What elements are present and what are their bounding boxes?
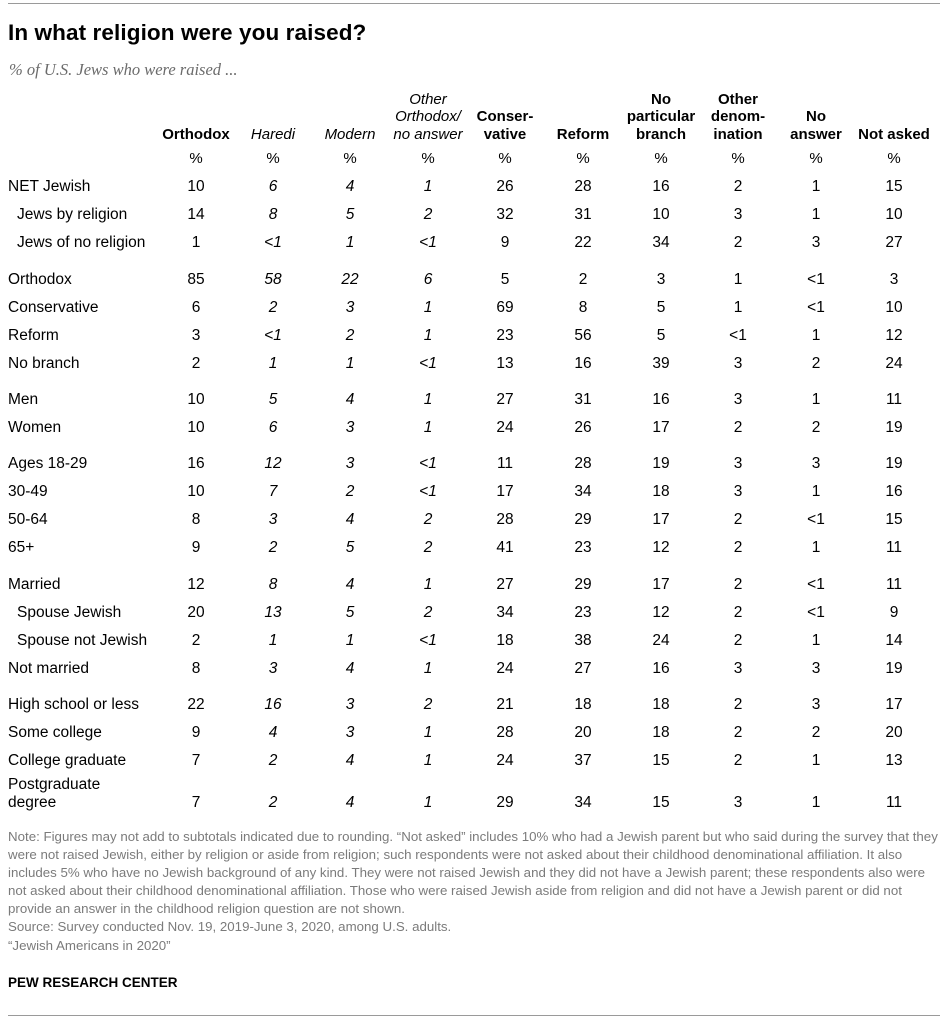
- table-cell: <1: [419, 632, 437, 649]
- table-cell: 1: [811, 483, 821, 500]
- row-label: Married: [8, 576, 61, 593]
- table-cell: 27: [496, 576, 514, 593]
- table-cell: 37: [574, 752, 592, 769]
- table-cell: <1: [807, 511, 825, 528]
- table-cell: 56: [574, 327, 592, 344]
- table-cell: 15: [652, 794, 670, 811]
- table-cell: 2: [423, 696, 433, 713]
- table-cell: 22: [341, 271, 359, 288]
- table-cell: 3: [733, 455, 743, 472]
- table-cell: 1: [423, 794, 433, 811]
- table-cell: 2: [733, 511, 743, 528]
- table-cell: 18: [652, 483, 670, 500]
- table-cell: 7: [268, 483, 278, 500]
- row-label: No branch: [8, 355, 80, 372]
- table-cell: 23: [574, 604, 592, 621]
- table-cell: 11: [496, 455, 514, 472]
- table-cell: 31: [574, 206, 592, 223]
- table-cell: 12: [652, 539, 670, 556]
- table-cell: 41: [496, 539, 514, 556]
- table-cell: 4: [345, 752, 355, 769]
- row-label: Not married: [8, 660, 89, 677]
- table-cell: 17: [885, 696, 903, 713]
- table-cell: 1: [423, 327, 433, 344]
- table-cell: <1: [807, 271, 825, 288]
- table-cell: 3: [345, 724, 355, 741]
- table-cell: 2: [268, 752, 278, 769]
- table-cell: 24: [652, 632, 670, 649]
- table-cell: 18: [496, 632, 514, 649]
- row-label: Spouse Jewish: [17, 604, 122, 621]
- column-header: Other denom- ination: [710, 90, 766, 143]
- row-label: Postgraduate degree: [8, 776, 101, 811]
- table-cell: 1: [423, 660, 433, 677]
- table-cell: 32: [496, 206, 514, 223]
- row-label: Men: [8, 391, 39, 408]
- percent-unit-label: %: [498, 150, 512, 167]
- table-cell: 6: [191, 299, 201, 316]
- table-cell: 22: [574, 234, 592, 251]
- table-cell: 11: [885, 794, 903, 811]
- table-cell: 1: [811, 539, 821, 556]
- table-cell: 3: [733, 206, 743, 223]
- table-cell: 10: [187, 483, 205, 500]
- row-label: College graduate: [8, 752, 127, 769]
- row-label: High school or less: [8, 696, 139, 713]
- table-cell: 2: [733, 724, 743, 741]
- table-cell: 1: [345, 632, 355, 649]
- table-cell: 20: [574, 724, 592, 741]
- table-cell: 12: [885, 327, 903, 344]
- table-cell: 3: [889, 271, 899, 288]
- table-cell: 1: [423, 419, 433, 436]
- row-label: 65+: [8, 539, 35, 556]
- table-cell: 16: [652, 178, 670, 195]
- table-cell: 3: [268, 511, 278, 528]
- table-cell: 4: [345, 511, 355, 528]
- table-cell: 8: [191, 511, 201, 528]
- report-title: “Jewish Americans in 2020”: [8, 937, 171, 953]
- table-cell: 16: [187, 455, 205, 472]
- table-cell: <1: [807, 576, 825, 593]
- table-cell: 1: [423, 299, 433, 316]
- table-cell: 38: [574, 632, 592, 649]
- table-cell: 2: [268, 539, 278, 556]
- table-cell: 3: [733, 355, 743, 372]
- table-cell: 15: [885, 178, 903, 195]
- table-cell: 5: [500, 271, 510, 288]
- table-cell: 2: [423, 539, 433, 556]
- top-rule: [8, 3, 940, 4]
- table-cell: 10: [885, 206, 903, 223]
- table-cell: 2: [268, 299, 278, 316]
- table-cell: 3: [811, 234, 821, 251]
- table-cell: 2: [191, 355, 201, 372]
- table-cell: 10: [187, 419, 205, 436]
- table-cell: 17: [496, 483, 514, 500]
- column-header: Modern: [324, 125, 376, 143]
- table-cell: 3: [733, 391, 743, 408]
- table-cell: 1: [423, 391, 433, 408]
- table-cell: 4: [345, 576, 355, 593]
- table-cell: <1: [729, 327, 747, 344]
- table-cell: 3: [733, 483, 743, 500]
- table-cell: 1: [811, 391, 821, 408]
- percent-unit-label: %: [189, 150, 203, 167]
- percent-unit-label: %: [266, 150, 280, 167]
- table-cell: 13: [264, 604, 282, 621]
- table-cell: 20: [885, 724, 903, 741]
- table-cell: 8: [268, 576, 278, 593]
- table-cell: 34: [652, 234, 670, 251]
- table-cell: 28: [496, 511, 514, 528]
- table-cell: 21: [496, 696, 514, 713]
- table-cell: 23: [496, 327, 514, 344]
- table-cell: 27: [885, 234, 903, 251]
- row-label: 30-49: [8, 483, 48, 500]
- table-cell: <1: [264, 327, 282, 344]
- table-cell: 9: [889, 604, 899, 621]
- table-cell: 2: [811, 355, 821, 372]
- column-header: Not asked: [858, 125, 930, 143]
- table-cell: 6: [268, 419, 278, 436]
- table-cell: 23: [574, 539, 592, 556]
- table-cell: 10: [187, 391, 205, 408]
- table-cell: 58: [264, 271, 282, 288]
- row-label: Spouse not Jewish: [17, 632, 148, 649]
- row-label: Jews by religion: [17, 206, 128, 223]
- table-cell: 5: [656, 299, 666, 316]
- table-cell: 39: [652, 355, 670, 372]
- table-cell: 18: [574, 696, 592, 713]
- row-label: Conservative: [8, 299, 99, 316]
- table-cell: 2: [733, 696, 743, 713]
- table-cell: 1: [811, 206, 821, 223]
- table-cell: 24: [885, 355, 903, 372]
- table-cell: 19: [652, 455, 670, 472]
- table-cell: <1: [807, 299, 825, 316]
- table-cell: 2: [191, 632, 201, 649]
- table-cell: 2: [423, 604, 433, 621]
- table-cell: 2: [423, 206, 433, 223]
- row-label: Reform: [8, 327, 59, 344]
- table-cell: <1: [807, 604, 825, 621]
- bottom-rule: [8, 1015, 940, 1016]
- table-cell: 16: [574, 355, 592, 372]
- table-cell: 24: [496, 660, 514, 677]
- table-cell: 4: [345, 660, 355, 677]
- table-cell: 20: [187, 604, 205, 621]
- table-cell: 12: [187, 576, 205, 593]
- table-cell: 29: [574, 511, 592, 528]
- table-cell: 16: [885, 483, 903, 500]
- table-cell: 8: [268, 206, 278, 223]
- column-header: Conser- vative: [476, 108, 534, 143]
- table-cell: 7: [191, 752, 201, 769]
- table-cell: 8: [578, 299, 588, 316]
- table-cell: 9: [500, 234, 510, 251]
- table-cell: 24: [496, 752, 514, 769]
- table-cell: 27: [574, 660, 592, 677]
- column-header: Reform: [556, 125, 610, 143]
- table-cell: 9: [191, 539, 201, 556]
- table-cell: 4: [345, 178, 355, 195]
- table-cell: 1: [423, 724, 433, 741]
- table-cell: 10: [187, 178, 205, 195]
- table-cell: 6: [268, 178, 278, 195]
- percent-unit-label: %: [576, 150, 590, 167]
- table-cell: 5: [268, 391, 278, 408]
- table-cell: 1: [811, 327, 821, 344]
- table-cell: 2: [733, 604, 743, 621]
- table-cell: 2: [733, 178, 743, 195]
- percent-unit-label: %: [343, 150, 357, 167]
- table-cell: 17: [652, 576, 670, 593]
- table-cell: 2: [733, 419, 743, 436]
- pew-credit: PEW RESEARCH CENTER: [8, 975, 178, 990]
- table-cell: 3: [811, 455, 821, 472]
- table-cell: 29: [496, 794, 514, 811]
- table-cell: 2: [733, 632, 743, 649]
- table-cell: 1: [811, 794, 821, 811]
- table-cell: 18: [652, 724, 670, 741]
- table-cell: 3: [345, 299, 355, 316]
- table-cell: 11: [885, 539, 903, 556]
- table-cell: 3: [345, 455, 355, 472]
- table-cell: 34: [574, 794, 592, 811]
- column-header: Other Orthodox/ no answer: [393, 90, 463, 143]
- table-cell: 2: [423, 511, 433, 528]
- table-cell: 1: [191, 234, 201, 251]
- table-cell: 14: [187, 206, 205, 223]
- table-cell: 2: [811, 419, 821, 436]
- table-cell: 28: [496, 724, 514, 741]
- table-cell: 1: [811, 632, 821, 649]
- table-cell: 27: [496, 391, 514, 408]
- table-cell: 2: [733, 234, 743, 251]
- table-cell: 5: [345, 604, 355, 621]
- table-cell: 3: [345, 419, 355, 436]
- percent-unit-label: %: [809, 150, 823, 167]
- table-cell: 2: [345, 327, 355, 344]
- table-cell: 11: [885, 576, 903, 593]
- table-cell: 14: [885, 632, 903, 649]
- table-cell: 15: [652, 752, 670, 769]
- table-cell: 10: [885, 299, 903, 316]
- table-cell: <1: [419, 455, 437, 472]
- table-cell: 1: [423, 752, 433, 769]
- row-label: Some college: [8, 724, 102, 741]
- table-cell: 12: [264, 455, 282, 472]
- table-cell: 22: [187, 696, 205, 713]
- column-header: No answer: [790, 108, 842, 143]
- table-cell: 26: [574, 419, 592, 436]
- table-cell: 3: [733, 794, 743, 811]
- table-cell: 3: [191, 327, 201, 344]
- table-cell: 31: [574, 391, 592, 408]
- table-cell: 1: [268, 355, 278, 372]
- table-cell: 10: [652, 206, 670, 223]
- table-cell: 19: [885, 419, 903, 436]
- table-cell: 4: [268, 724, 278, 741]
- table-cell: 2: [578, 271, 588, 288]
- table-cell: 16: [652, 660, 670, 677]
- column-header: Orthodox: [162, 125, 230, 143]
- table-cell: 1: [423, 178, 433, 195]
- note-text: Note: Figures may not add to subtotals indicated due to rounding. “Not asked” includes 10% who had a Jewish parent but who said during the survey that they were not raised Jewish, either by religion or aside from religion; such respondents were not asked about their childhood denominational affiliation. It also includes 5% who have no Jewish background of any kind. They were not raised Jewish and they did not have a Jewish parent; these respondents also were not asked about their childhood denominational affiliation. Those who were raised Jewish aside from religion and did not have a Jewish parent or did not provide an answer in the childhood religion question are not shown.: [8, 829, 938, 917]
- table-cell: 28: [574, 178, 592, 195]
- row-label: NET Jewish: [8, 178, 91, 195]
- table-cell: 1: [733, 299, 743, 316]
- percent-unit-label: %: [731, 150, 745, 167]
- row-label: Orthodox: [8, 271, 72, 288]
- table-cell: 34: [496, 604, 514, 621]
- table-cell: 7: [191, 794, 201, 811]
- table-cell: 2: [733, 576, 743, 593]
- footnote: [8, 828, 938, 955]
- row-label: Ages 18-29: [8, 455, 88, 472]
- table-cell: 12: [652, 604, 670, 621]
- table-cell: 16: [264, 696, 282, 713]
- table-cell: 4: [345, 794, 355, 811]
- table-cell: 4: [345, 391, 355, 408]
- table-cell: 2: [733, 539, 743, 556]
- table-cell: 19: [885, 660, 903, 677]
- table-cell: 5: [345, 206, 355, 223]
- table-cell: 1: [811, 178, 821, 195]
- table-cell: 85: [187, 271, 205, 288]
- table-cell: 17: [652, 511, 670, 528]
- table-cell: 2: [811, 724, 821, 741]
- table-cell: 69: [496, 299, 514, 316]
- table-cell: 34: [574, 483, 592, 500]
- table-cell: 29: [574, 576, 592, 593]
- table-cell: 6: [423, 271, 433, 288]
- table-cell: 11: [885, 391, 903, 408]
- table-cell: 5: [656, 327, 666, 344]
- table-cell: 3: [811, 660, 821, 677]
- row-label: Women: [8, 419, 62, 436]
- table-cell: 28: [574, 455, 592, 472]
- percent-unit-label: %: [887, 150, 901, 167]
- column-header: No particular branch: [626, 90, 696, 143]
- row-label: 50-64: [8, 511, 48, 528]
- table-cell: 9: [191, 724, 201, 741]
- table-cell: 13: [496, 355, 514, 372]
- table-cell: 1: [345, 355, 355, 372]
- percent-unit-label: %: [654, 150, 668, 167]
- table-cell: 8: [191, 660, 201, 677]
- table-cell: <1: [419, 355, 437, 372]
- table-cell: <1: [264, 234, 282, 251]
- table-cell: 3: [268, 660, 278, 677]
- table-cell: 19: [885, 455, 903, 472]
- table-cell: 18: [652, 696, 670, 713]
- table-cell: 2: [733, 752, 743, 769]
- table-cell: 1: [268, 632, 278, 649]
- table-cell: 15: [885, 511, 903, 528]
- table-cell: 3: [811, 696, 821, 713]
- table-cell: 3: [656, 271, 666, 288]
- table-cell: 26: [496, 178, 514, 195]
- table-cell: 16: [652, 391, 670, 408]
- table-cell: 24: [496, 419, 514, 436]
- percent-unit-label: %: [421, 150, 435, 167]
- table-cell: 2: [345, 483, 355, 500]
- table-cell: 3: [733, 660, 743, 677]
- table-cell: 5: [345, 539, 355, 556]
- page-subtitle: % of U.S. Jews who were raised ...: [9, 60, 238, 79]
- source-text: Source: Survey conducted Nov. 19, 2019-June 3, 2020, among U.S. adults.: [8, 919, 452, 935]
- row-label: Jews of no religion: [17, 234, 146, 251]
- table-cell: 3: [345, 696, 355, 713]
- table-cell: 2: [268, 794, 278, 811]
- table-cell: 13: [885, 752, 903, 769]
- table-cell: 1: [345, 234, 355, 251]
- page-title: In what religion were you raised?: [8, 20, 367, 45]
- table-cell: <1: [419, 483, 437, 500]
- table-cell: 1: [423, 576, 433, 593]
- column-header: Haredi: [250, 125, 296, 143]
- table-cell: 17: [652, 419, 670, 436]
- table-cell: 1: [733, 271, 743, 288]
- table-cell: 1: [811, 752, 821, 769]
- table-cell: <1: [419, 234, 437, 251]
